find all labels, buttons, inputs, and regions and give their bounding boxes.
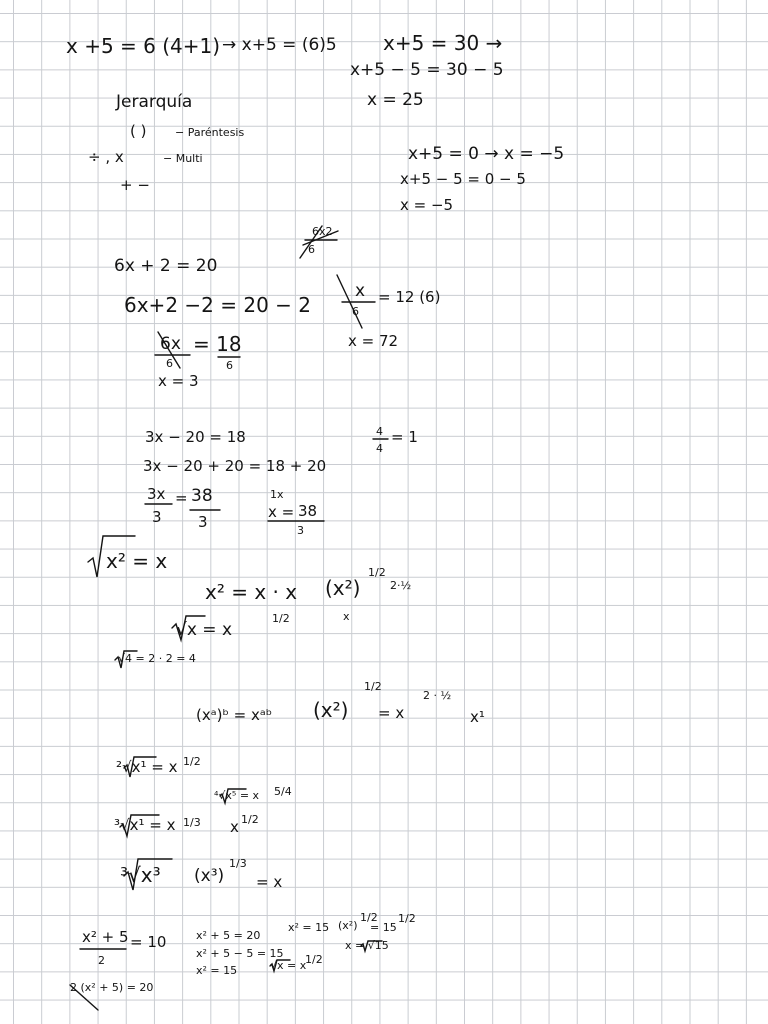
exponent: 2 · ½: [423, 689, 452, 702]
power-note: x: [230, 818, 239, 836]
exponent: 1/3: [183, 816, 201, 829]
equation-result: x = −5: [400, 196, 454, 214]
equation-rhs: = 12 (6): [378, 288, 441, 306]
root-example: √4 = 2 · 2 = 4: [118, 652, 196, 665]
hierarchy-title: Jerarquía: [116, 92, 193, 112]
equation-step: x² = 15: [196, 964, 238, 977]
equation-step: x+5 − 5 = 30 − 5: [350, 60, 504, 80]
hierarchy-symbol: + −: [120, 176, 150, 194]
exponent: 1/3: [229, 857, 247, 870]
equation-line: 6x + 2 = 20: [114, 256, 218, 276]
fraction-denominator: 2: [98, 954, 105, 967]
final-result: x = √15: [345, 939, 389, 952]
equation-eq: = 10: [130, 933, 167, 951]
fraction-numerator: 6x: [160, 334, 181, 354]
exponent: 1/2: [360, 911, 378, 924]
root-identity: √x = x: [176, 620, 233, 640]
fraction-denominator: 6: [226, 359, 233, 372]
fraction-denominator: 3: [152, 508, 162, 526]
power-example-eq: = x: [378, 704, 405, 722]
fraction-numerator: 38: [191, 486, 213, 506]
power-rule: (xᵃ)ᵇ = xᵃᵇ: [196, 706, 273, 724]
equation-step: x² + 5 = 20: [196, 929, 261, 942]
fraction-numerator: 3x: [147, 485, 166, 503]
fraction-numerator: x: [355, 281, 366, 301]
equation-eq: =: [175, 489, 188, 507]
hierarchy-symbol: ( ): [130, 122, 147, 140]
cancel-note-bottom: 6: [308, 243, 315, 256]
exponent: 1/2: [368, 566, 386, 579]
equation-step: x+5 − 5 = 0 − 5: [400, 170, 526, 188]
equation-line: 3x − 20 = 18: [145, 428, 246, 446]
equation-mult: 2 (x² + 5) = 20: [70, 981, 154, 994]
exponent: 1/2: [398, 912, 416, 925]
exponent: 1/2: [305, 953, 323, 966]
equation-result: x = 3: [158, 372, 199, 390]
small-note: 1x: [270, 488, 284, 501]
equation-eq: = 1: [391, 428, 418, 446]
equation-line: x+5 = 30 →: [383, 31, 503, 55]
fraction-denominator: 3: [198, 513, 208, 531]
exponent: 1/2: [241, 813, 259, 826]
power-expression: (x²): [325, 576, 361, 600]
equation-lhs: x =: [268, 503, 295, 521]
hierarchy-symbol: ÷ , x: [88, 148, 124, 166]
equation-line: x +5 = 6 (4+1): [66, 34, 221, 58]
exponent: 5/4: [274, 785, 292, 798]
fraction-numerator: 4: [376, 425, 383, 438]
equation-result: x = 72: [348, 332, 399, 350]
fraction-denominator: 6: [166, 357, 173, 370]
root-rule: ²√x¹ = x: [116, 758, 178, 776]
equation-eq: = 18: [193, 332, 242, 356]
equation-step: x² + 5 − 5 = 15: [196, 947, 284, 960]
exponent: 1/2: [272, 612, 290, 625]
hierarchy-label: − Multi: [163, 152, 203, 165]
root-identity: √x = x: [270, 959, 307, 972]
fraction-denominator: 3: [297, 524, 304, 537]
power-example-result: x¹: [470, 708, 485, 726]
fraction-numerator: x² + 5: [82, 928, 129, 946]
root-rule: ³√x¹ = x: [114, 816, 176, 834]
root-identity: x² = x: [106, 549, 168, 573]
exponent-note: 2·½: [390, 579, 412, 592]
equation-step: 6x+2 −2 = 20 − 2: [124, 293, 312, 317]
equation-line: x+5 = 0 → x = −5: [408, 144, 565, 164]
power-expression: (x²): [338, 919, 358, 932]
equation-arrow-step: → x+5 = (6)5: [222, 35, 337, 55]
root-rule: ³√x³: [120, 863, 161, 887]
cancel-note-top: 6x2: [312, 225, 333, 238]
equation-result: x = 25: [367, 90, 424, 110]
power-expression: (x³): [194, 866, 225, 886]
exponent: 1/2: [183, 755, 201, 768]
equation-step: 3x − 20 + 20 = 18 + 20: [143, 457, 327, 475]
power-eq: = x: [256, 873, 283, 891]
power-result: x: [343, 610, 350, 623]
fraction-denominator: 4: [376, 442, 383, 455]
equation-step: x² = 15: [288, 921, 330, 934]
power-example: (x²): [313, 698, 349, 722]
hierarchy-label: − Paréntesis: [175, 126, 245, 139]
root-rule: ⁴√x⁵ = x: [214, 789, 260, 802]
exponent: 1/2: [364, 680, 382, 693]
fraction-numerator: 38: [298, 502, 318, 520]
power-identity: x² = x · x: [205, 580, 298, 604]
power-eq: = 15: [370, 921, 397, 934]
fraction-denominator: 6: [352, 305, 359, 318]
